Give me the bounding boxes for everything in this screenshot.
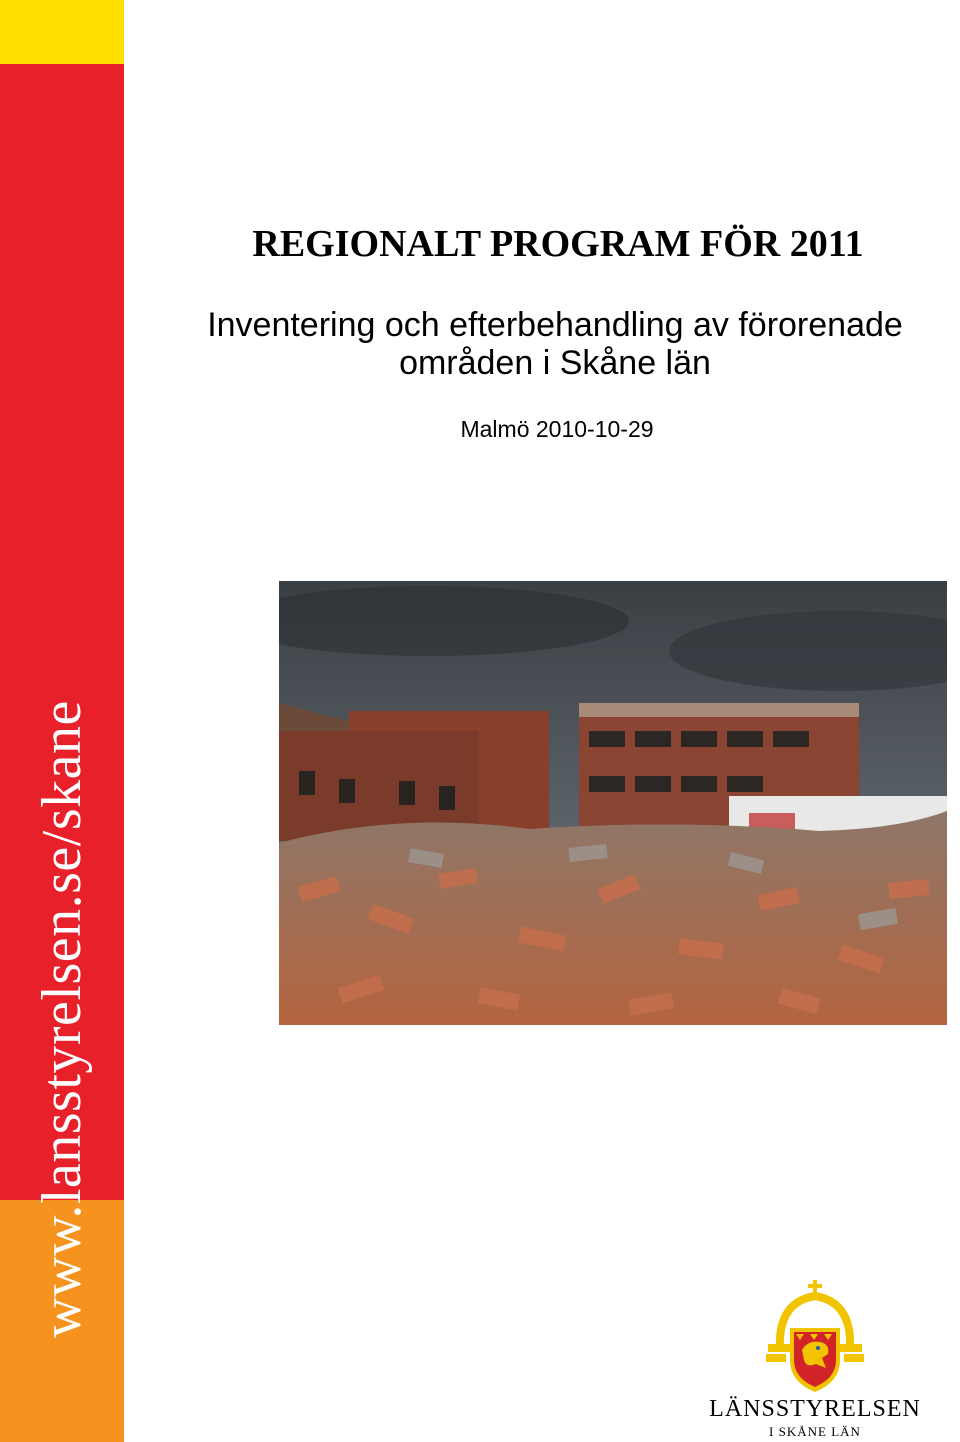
demolition-site-photo <box>279 581 947 1025</box>
subtitle-line-2: områden i Skåne län <box>399 344 711 382</box>
skane-coat-of-arms-icon <box>760 1278 870 1396</box>
document-date: Malmö 2010-10-29 <box>460 416 654 442</box>
logo-name: LÄNSSTYRELSEN <box>709 1396 921 1422</box>
lansstyrelsen-logo <box>700 1278 930 1442</box>
subtitle-line-1: Inventering och efterbehandling av förorenade <box>207 306 903 344</box>
document-subtitle <box>150 306 960 382</box>
logo-subtitle: I SKÅNE LÄN <box>769 1424 861 1439</box>
sidebar-top-band <box>0 0 124 64</box>
document-title: REGIONALT PROGRAM FÖR 2011 <box>252 223 864 265</box>
sidebar-url: www.lansstyrelsen.se/skane <box>31 700 93 1338</box>
photo-illustration <box>279 581 947 1025</box>
